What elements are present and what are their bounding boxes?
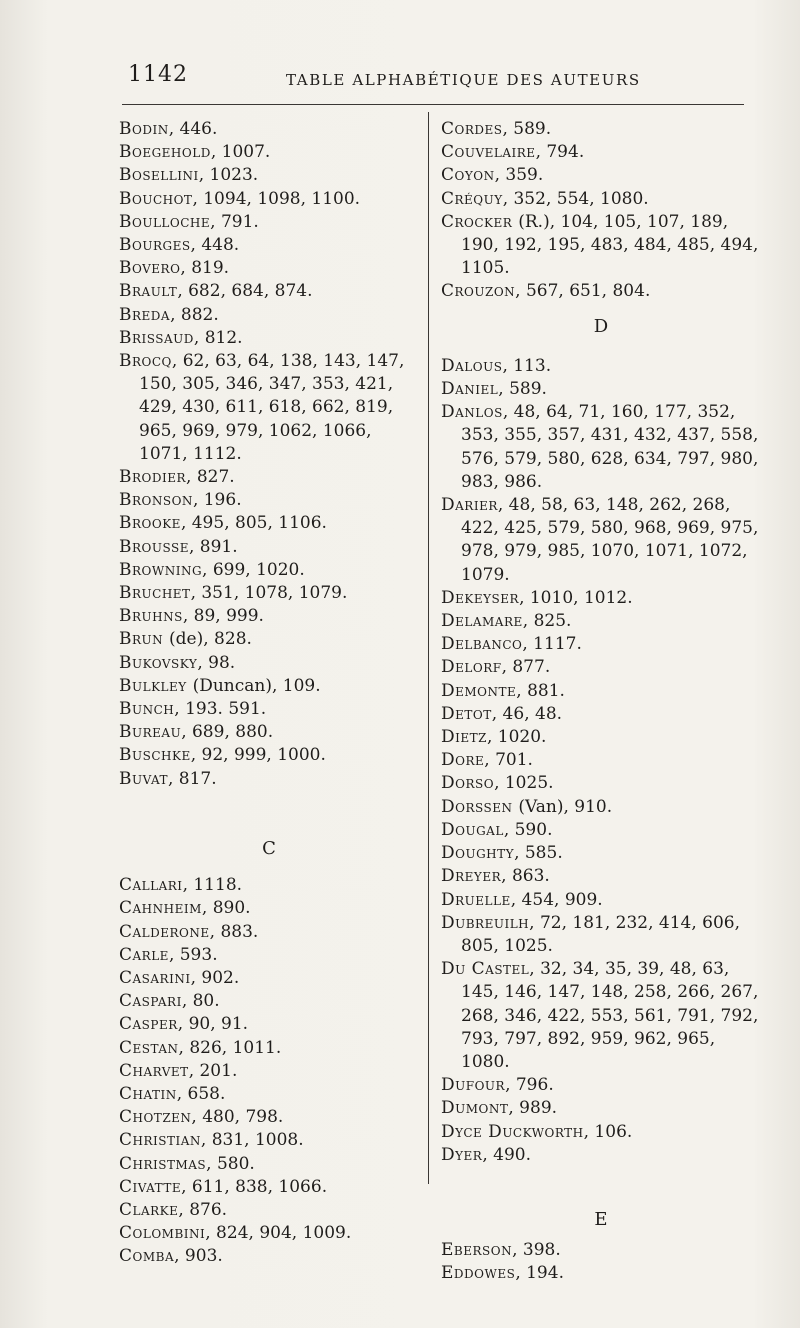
author-name: Casarini bbox=[119, 967, 191, 988]
author-name: Callari bbox=[119, 875, 183, 896]
index-entry: Doughty, 585. bbox=[441, 843, 563, 864]
index-entry: Dougal, 590. bbox=[441, 819, 553, 840]
index-entry: Crocker (R.), 104, 105, 107, 189, 190, 192, 195, 483, 484, 485, 494, 1105. bbox=[441, 211, 759, 279]
index-entry: Dyce Duckworth, 106. bbox=[441, 1121, 633, 1142]
author-name: Bosellini bbox=[119, 165, 199, 186]
index-entry: Callari, 1118. bbox=[119, 875, 243, 896]
index-entry: Dietz, 1020. bbox=[441, 727, 547, 748]
author-name: Breda bbox=[119, 304, 171, 325]
index-entry: Carle, 593. bbox=[119, 944, 218, 965]
index-entry: Bodin, 446. bbox=[119, 119, 218, 139]
author-name: Delamare bbox=[441, 611, 523, 632]
index-entry: Danlos, 48, 64, 71, 160, 177, 352, 353, 355, 357, 431, 432, 437, 558, 576, 579, 580, 628, 634, 797, 980, 983, 986. bbox=[441, 402, 759, 492]
index-entry: Bosellini, 1023. bbox=[119, 165, 259, 186]
index-entry: Cestan, 826, 1011. bbox=[119, 1037, 282, 1058]
author-name: Créquy bbox=[441, 188, 503, 209]
author-name: Eddowes bbox=[441, 1263, 516, 1284]
index-entry: Dorssen (Van), 910. bbox=[441, 796, 613, 817]
index-entry: Boulloche, 791. bbox=[119, 211, 259, 232]
index-entry: Dorso, 1025. bbox=[441, 773, 554, 794]
author-name: Dufour bbox=[441, 1075, 506, 1096]
index-entry: Coyon, 359. bbox=[441, 165, 544, 186]
page-header bbox=[118, 62, 746, 92]
section-letter-c: C bbox=[262, 837, 276, 859]
index-entry: Eddowes, 194. bbox=[441, 1263, 564, 1284]
author-name: Dorso bbox=[441, 773, 495, 794]
author-name: Crouzon bbox=[441, 281, 516, 302]
author-name: Dyer bbox=[441, 1144, 483, 1165]
index-entry: Crouzon, 567, 651, 804. bbox=[441, 281, 651, 302]
author-name: Chatin bbox=[119, 1083, 177, 1104]
author-name: Bruchet bbox=[119, 583, 191, 604]
author-name: Colombini bbox=[119, 1223, 206, 1244]
index-entry: Bovero, 819. bbox=[119, 258, 230, 279]
index-entry: Boegehold, 1007. bbox=[119, 142, 271, 163]
author-name: Brousse bbox=[119, 536, 189, 557]
index-entry: Browning, 699, 1020. bbox=[119, 559, 305, 580]
author-name: Cordes bbox=[441, 119, 503, 139]
page-number: 1142 bbox=[128, 62, 188, 87]
index-entry: Bouchot, 1094, 1098, 1100. bbox=[119, 188, 361, 209]
index-entry: Delamare, 825. bbox=[441, 611, 572, 632]
index-entry: Detot, 46, 48. bbox=[441, 703, 563, 724]
index-entry: Dore, 701. bbox=[441, 750, 533, 771]
author-name: Bulkley bbox=[119, 675, 193, 696]
author-name: Comba bbox=[119, 1246, 175, 1267]
section-letter-e: E bbox=[594, 1208, 608, 1230]
index-entry: Dufour, 796. bbox=[441, 1075, 554, 1096]
index-entry: Demonte, 881. bbox=[441, 680, 565, 701]
index-entry: Du Castel, 32, 34, 35, 39, 48, 63, 145, 146, 147, 148, 258, 266, 267, 268, 346, 422, 553, 561, 791, 792, 793, 797, 892, 959, 962, 965, 1080. bbox=[441, 959, 759, 1072]
author-name: Dietz bbox=[441, 727, 487, 748]
author-name: Bunch bbox=[119, 699, 175, 720]
author-name: Bruhns bbox=[119, 606, 183, 627]
index-entry: Bureau, 689, 880. bbox=[119, 722, 274, 743]
author-name: Dougal bbox=[441, 819, 504, 840]
index-entry: Calderone, 883. bbox=[119, 921, 259, 942]
author-name: Browning bbox=[119, 559, 203, 580]
index-entry: Chatin, 658. bbox=[119, 1083, 226, 1104]
running-title: TABLE ALPHABÉTIQUE DES AUTEURS bbox=[286, 71, 641, 89]
author-name: Buvat bbox=[119, 768, 168, 789]
index-entry: Bulkley (Duncan), 109. bbox=[119, 675, 321, 696]
index-entry: Dumont, 989. bbox=[441, 1098, 558, 1119]
index-entry: Civatte, 611, 838, 1066. bbox=[119, 1176, 328, 1197]
author-name: Bronson bbox=[119, 490, 193, 511]
author-name: Brault bbox=[119, 281, 178, 302]
index-entry: Brun (de), 828. bbox=[119, 629, 252, 650]
author-name: Bodin bbox=[119, 119, 169, 139]
author-name: Dyce Duckworth bbox=[441, 1121, 584, 1142]
index-entry: Christmas, 580. bbox=[119, 1153, 255, 1174]
index-entry: Dyer, 490. bbox=[441, 1144, 532, 1165]
author-name: Druelle bbox=[441, 889, 511, 910]
index-entry: Casarini, 902. bbox=[119, 967, 240, 988]
author-name: Brissaud bbox=[119, 327, 194, 348]
author-name: Casper bbox=[119, 1014, 178, 1035]
author-name: Boulloche bbox=[119, 211, 211, 232]
author-name: Brodier bbox=[119, 467, 187, 488]
author-name: Danlos bbox=[441, 402, 503, 423]
author-name: Chotzen bbox=[119, 1107, 192, 1128]
author-name: Du Castel bbox=[441, 959, 530, 980]
index-entry: Christian, 831, 1008. bbox=[119, 1130, 304, 1151]
author-name: Brun bbox=[119, 629, 170, 650]
author-name: Detot bbox=[441, 703, 492, 724]
author-name: Bouchot bbox=[119, 188, 193, 209]
author-name: Darier bbox=[441, 495, 498, 516]
index-entry: Delbanco, 1117. bbox=[441, 634, 582, 655]
author-name: Delbanco bbox=[441, 634, 523, 655]
index-entry: Buschke, 92, 999, 1000. bbox=[119, 745, 326, 766]
index-entry: Cahnheim, 890. bbox=[119, 898, 251, 919]
index-entry: Caspari, 80. bbox=[119, 991, 220, 1012]
author-name: Cahnheim bbox=[119, 898, 202, 919]
author-name: Eberson bbox=[441, 1240, 513, 1261]
author-name: Dalous bbox=[441, 355, 503, 376]
left-column bbox=[119, 118, 419, 1269]
index-entry: Breda, 882. bbox=[119, 304, 219, 325]
index-entry: Brodier, 827. bbox=[119, 467, 235, 488]
column-divider bbox=[428, 112, 429, 1184]
index-entry: Brocq, 62, 63, 64, 138, 143, 147, 150, 305, 346, 347, 353, 421, 429, 430, 611, 618, 662, 819, 965, 969, 979, 1062, 1066, 1071, 1112. bbox=[119, 351, 405, 464]
index-entry: Buvat, 817. bbox=[119, 768, 217, 789]
index-entry: Brooke, 495, 805, 1106. bbox=[119, 513, 327, 534]
section-letter-d: D bbox=[593, 315, 609, 337]
index-entry: Bronson, 196. bbox=[119, 490, 242, 511]
index-entry: Eberson, 398. bbox=[441, 1240, 561, 1261]
author-name: Bureau bbox=[119, 722, 182, 743]
author-name: Cestan bbox=[119, 1037, 179, 1058]
author-name: Bukovsky bbox=[119, 652, 198, 673]
index-entry: Colombini, 824, 904, 1009. bbox=[119, 1223, 352, 1244]
index-entry: Brault, 682, 684, 874. bbox=[119, 281, 313, 302]
header-rule bbox=[122, 104, 744, 105]
author-name: Dreyer bbox=[441, 866, 502, 887]
index-entry: Comba, 903. bbox=[119, 1246, 223, 1267]
index-entry: Casper, 90, 91. bbox=[119, 1014, 249, 1035]
index-entry: Clarke, 876. bbox=[119, 1199, 228, 1220]
author-name: Charvet bbox=[119, 1060, 189, 1081]
author-name: Coyon bbox=[441, 165, 495, 186]
author-name: Couvelaire bbox=[441, 142, 536, 163]
index-entry: Dekeyser, 1010, 1012. bbox=[441, 587, 633, 608]
index-entry: Dalous, 113. bbox=[441, 355, 552, 376]
author-name: Brocq bbox=[119, 351, 172, 372]
author-name: Demonte bbox=[441, 680, 517, 701]
author-name: Boegehold bbox=[119, 142, 211, 163]
author-name: Calderone bbox=[119, 921, 210, 942]
author-name: Buschke bbox=[119, 745, 191, 766]
right-column bbox=[441, 118, 761, 1286]
author-name: Christian bbox=[119, 1130, 201, 1151]
index-entry: Créquy, 352, 554, 1080. bbox=[441, 188, 649, 209]
author-name: Christmas bbox=[119, 1153, 207, 1174]
author-name: Dore bbox=[441, 750, 485, 771]
index-entry: Charvet, 201. bbox=[119, 1060, 238, 1081]
author-name: Brooke bbox=[119, 513, 181, 534]
author-name: Caspari bbox=[119, 991, 182, 1012]
index-entry: Bruchet, 351, 1078, 1079. bbox=[119, 583, 348, 604]
index-entry: Druelle, 454, 909. bbox=[441, 889, 603, 910]
index-entry: Bruhns, 89, 999. bbox=[119, 606, 264, 627]
author-name: Crocker bbox=[441, 211, 519, 232]
index-entry: Bourges, 448. bbox=[119, 235, 240, 256]
author-name: Delorf bbox=[441, 657, 502, 678]
index-entry: Delorf, 877. bbox=[441, 657, 551, 678]
author-name: Bourges bbox=[119, 235, 191, 256]
index-entry: Bukovsky, 98. bbox=[119, 652, 236, 673]
index-entry: Bunch, 193. 591. bbox=[119, 699, 267, 720]
author-name: Dorssen bbox=[441, 796, 519, 817]
index-entry: Brissaud, 812. bbox=[119, 327, 243, 348]
index-entry: Daniel, 589. bbox=[441, 379, 547, 400]
author-name: Bovero bbox=[119, 258, 181, 279]
index-entry: Cordes, 589. bbox=[441, 119, 552, 139]
index-entry: Dubreuilh, 72, 181, 232, 414, 606, 805, 1025. bbox=[441, 912, 741, 956]
author-name: Civatte bbox=[119, 1176, 182, 1197]
index-entry: Dreyer, 863. bbox=[441, 866, 550, 887]
index-entry: Brousse, 891. bbox=[119, 536, 238, 557]
author-name: Clarke bbox=[119, 1199, 179, 1220]
author-name: Carle bbox=[119, 944, 169, 965]
index-entry: Couvelaire, 794. bbox=[441, 142, 585, 163]
index-entry: Darier, 48, 58, 63, 148, 262, 268, 422, 425, 579, 580, 968, 969, 975, 978, 979, 985, 1070, 1071, 1072, 1079. bbox=[441, 495, 759, 585]
author-name: Dubreuilh bbox=[441, 912, 530, 933]
author-name: Daniel bbox=[441, 379, 499, 400]
author-name: Dekeyser bbox=[441, 587, 520, 608]
index-entry: Chotzen, 480, 798. bbox=[119, 1107, 284, 1128]
author-name: Dumont bbox=[441, 1098, 509, 1119]
author-name: Doughty bbox=[441, 843, 515, 864]
